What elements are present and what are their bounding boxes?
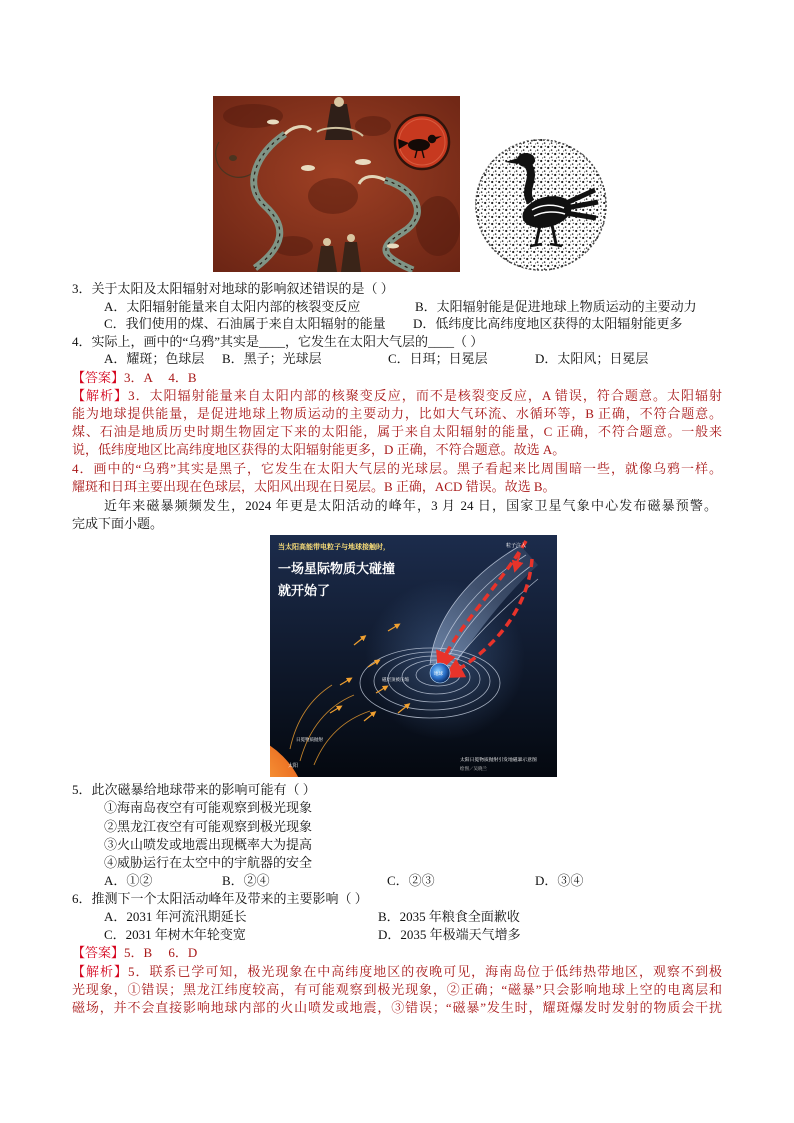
analysis-label: 【解析】 <box>72 388 129 403</box>
q5-item-2: ②黑龙江夜空有可能观察到极光现象 <box>104 819 313 834</box>
analysis-5-6-line-2: 光现象，①错误；黑龙江纬度较高，有可能观察到极光现象，②正确；“磁暴”只会影响地球上空的电离层和 <box>72 982 722 997</box>
analysis-3-4-line-3: 煤、石油是地质历史时期生物固定下来的太阳能，属于来自太阳辐射的能量，C 正确，不符合题意。一般来 <box>72 424 722 439</box>
q4-option-b: B．黑子；光球层 <box>222 351 322 366</box>
q3-option-a: A．太阳辐射能量来自太阳内部的核裂变反应 <box>104 299 361 314</box>
analysis-text: 3．太阳辐射能量来自太阳内部的核聚变反应，而不是核裂变反应，A 错误，符合题意。太阳辐射 <box>128 388 722 403</box>
q5-option-d: D．③④ <box>535 873 584 888</box>
q4-option-d: D．太阳风；日冕层 <box>535 351 649 366</box>
q3-option-b: B．太阳辐射能是促进地球上物质运动的主要动力 <box>415 299 697 314</box>
analysis-5-6-line-1 <box>72 963 722 981</box>
q5-option-a: A．①② <box>104 873 153 888</box>
q5-option-c: C．②③ <box>387 873 435 888</box>
answer-label: 【答案】 <box>72 370 125 385</box>
silk-painting-image <box>213 96 460 272</box>
answer-3-4 <box>72 369 197 387</box>
analysis-label: 【解析】 <box>72 964 128 979</box>
analysis-5-6-line-3: 磁场，并不会直接影响地球内部的火山喷发或地震，③错误；“磁暴”发生时，耀斑爆发时发射的物质会干扰 <box>72 1000 722 1015</box>
storm-headline-2: 就开始了 <box>278 584 331 599</box>
q5-option-b: B．②④ <box>222 873 270 888</box>
storm-headline-1: 一场星际物质大碰撞 <box>278 562 396 577</box>
q3-option-c: C．我们使用的煤、石油属于来自太阳辐射的能量 <box>104 316 386 331</box>
q6-option-d: D．2035 年极端天气增多 <box>378 927 521 942</box>
storm-caption: 太阳日冕物质抛射引发地磁暴示意图 <box>460 758 537 763</box>
label-cme: 日冕物质抛射 <box>296 738 323 743</box>
q3-option-d: D．低纬度比高纬度地区获得的太阳辐射能更多 <box>413 316 683 331</box>
intro-line-2: 完成下面小题。 <box>72 516 164 531</box>
analysis-text: 5．联系已学可知，极光现象在中高纬度地区的夜晚可见，海南岛位于低纬热带地区，观察不到极 <box>127 964 722 979</box>
storm-credit: 绘图／吴晓兰 <box>460 767 487 772</box>
q5-item-1: ①海南岛夜空有可能观察到极光现象 <box>104 800 313 815</box>
intro-line-1: 近年来磁暴频频发生，2024 年更是太阳活动的峰年，3 月 24 日，国家卫星气象中心发布磁暴预警。 <box>104 498 717 513</box>
analysis-3-4-line-4: 说，低纬度地区比高纬度地区获得的太阳辐射能更多，D 正确，不符合题意。故选 A。 <box>72 442 566 457</box>
q6-option-b: B．2035 年粮食全面歉收 <box>378 909 520 924</box>
analysis-3-4-line-6: 耀斑和日珥主要出现在色球层，太阳风出现在日冕层。B 正确，ACD 错误。故选 B。 <box>72 479 556 494</box>
q4-stem: 4．实际上，画中的“乌鸦”其实是____，它发生在太阳大气层的____（ ） <box>72 334 484 349</box>
analysis-3-4-line-2: 能为地球提供能量，是促进地球上物质运动的主要动力，比如大气环流、水循环等，B 正确，不符合题意。 <box>72 406 722 421</box>
q6-option-a: A．2031 年河流汛期延长 <box>104 909 247 924</box>
answer-label: 【答案】 <box>72 945 125 960</box>
crow-rubbing-image <box>470 138 612 272</box>
answer-text: 3．A 4．B <box>124 370 197 385</box>
label-particle-injection: 粒子注入 <box>506 543 527 549</box>
answer-5-6 <box>72 944 197 962</box>
geomagnetic-storm-image <box>270 535 557 777</box>
q4-option-c: C．日珥；日冕层 <box>388 351 488 366</box>
q5-item-3: ③火山喷发或地震出现概率大为提高 <box>104 837 313 852</box>
label-sun: 太阳 <box>288 763 299 769</box>
analysis-3-4-line-5: 4．画中的“乌鸦”其实是黑子，它发生在太阳大气层的光球层。黑子看起来比周围暗一些，就像乌鸦一样。 <box>72 461 722 476</box>
storm-caption-top: 当太阳高能带电粒子与地球接触时， <box>278 543 390 551</box>
q6-stem: 6．推测下一个太阳活动峰年及带来的主要影响（ ） <box>72 891 368 906</box>
q6-option-c: C．2031 年树木年轮变宽 <box>104 927 246 942</box>
q5-stem: 5．此次磁暴给地球带来的影响可能有（ ） <box>72 782 316 797</box>
analysis-3-4-line-1 <box>72 387 722 405</box>
q4-option-a: A．耀斑；色球层 <box>104 351 205 366</box>
q3-stem: 3．关于太阳及太阳辐射对地球的影响叙述错误的是（ ） <box>72 281 394 296</box>
label-magnetopause: 磁层顶被压缩 <box>382 678 409 683</box>
answer-text: 5．B 6．D <box>124 945 198 960</box>
q5-item-4: ④威胁运行在太空中的宇航器的安全 <box>104 855 313 870</box>
label-earth: 地球 <box>434 672 443 677</box>
